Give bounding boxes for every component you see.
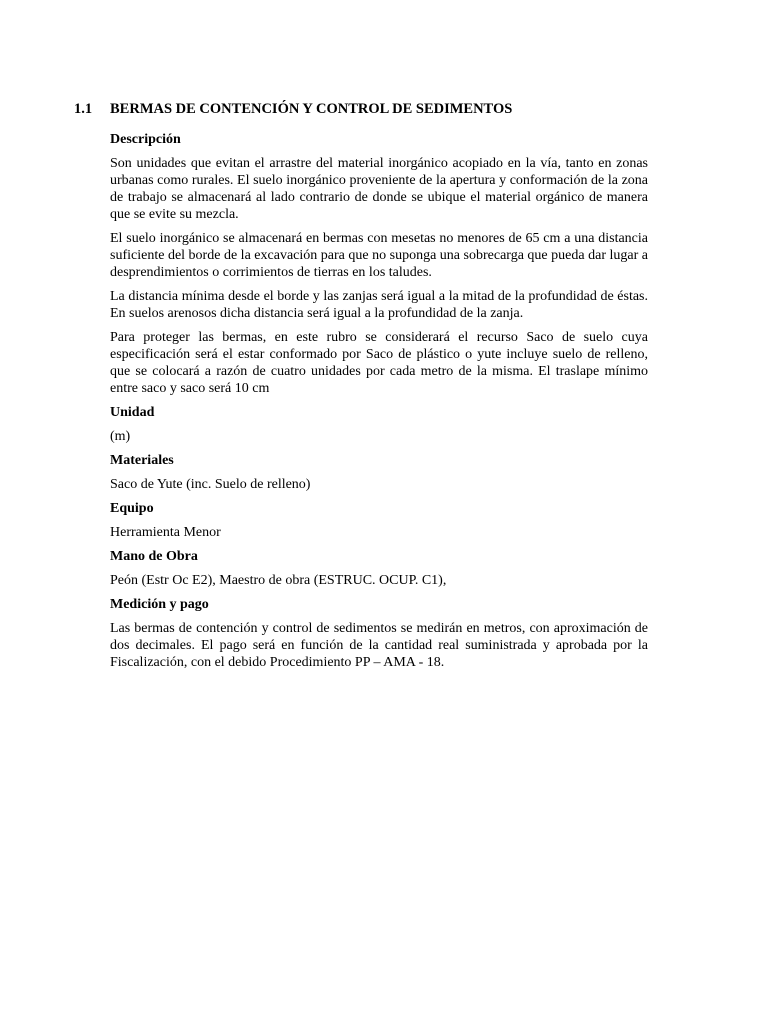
descripcion-paragraph-3: La distancia mínima desde el borde y las zanjas será igual a la mitad de la profundidad de éstas. En suelos arenosos dicha distancia será igual a la profundidad de la zanja. <box>110 289 648 321</box>
equipo-heading: Equipo <box>110 501 154 516</box>
descripcion-paragraph-1: Son unidades que evitan el arrastre del material inorgánico acopiado en la vía, tanto en zonas urbanas como rurales. El suelo inorgánico proveniente de la apertura y conformación de la zona de trabajo se almacenará al lado contrario de donde se ubique el material orgánico de manera que se evite su mezcla. <box>110 156 648 222</box>
medicion-text: Las bermas de contención y control de sedimentos se medirán en metros, con aproximación de dos decimales. El pago será en función de la cantidad real suministrada y aprobada por la Fiscalización, con el debido Procedimiento PP – AMA - 18. <box>110 621 648 670</box>
medicion-heading: Medición y pago <box>110 597 209 612</box>
section-heading <box>74 100 674 118</box>
equipo-text: Herramienta Menor <box>110 525 221 540</box>
section-number: 1.1 <box>74 101 93 117</box>
materiales-heading: Materiales <box>110 453 174 468</box>
mano-de-obra-text: Peón (Estr Oc E2), Maestro de obra (ESTRUC. OCUP. C1), <box>110 573 447 588</box>
descripcion-paragraph-2: El suelo inorgánico se almacenará en bermas con mesetas no menores de 65 cm a una distancia suficiente del borde de la excavación para que no suponga una sobrecarga que pueda dar lugar a desprendimientos o corrimientos de tierras en los taludes. <box>110 231 648 280</box>
mano-de-obra-heading: Mano de Obra <box>110 549 198 564</box>
descripcion-heading: Descripción <box>110 132 181 147</box>
section-title: BERMAS DE CONTENCIÓN Y CONTROL DE SEDIMENTOS <box>110 101 513 117</box>
section-body <box>110 131 648 678</box>
unidad-heading: Unidad <box>110 405 155 420</box>
descripcion-paragraph-4: Para proteger las bermas, en este rubro se considerará el recurso Saco de suelo cuya especificación será el estar conformado por Saco de plástico o yute incluye suelo de relleno, que se colocará a razón de cuatro unidades por cada metro de la misma. El traslape mínimo entre saco y saco será 10 cm <box>110 330 648 396</box>
unidad-text: (m) <box>110 429 131 444</box>
materiales-text: Saco de Yute (inc. Suelo de relleno) <box>110 477 311 492</box>
